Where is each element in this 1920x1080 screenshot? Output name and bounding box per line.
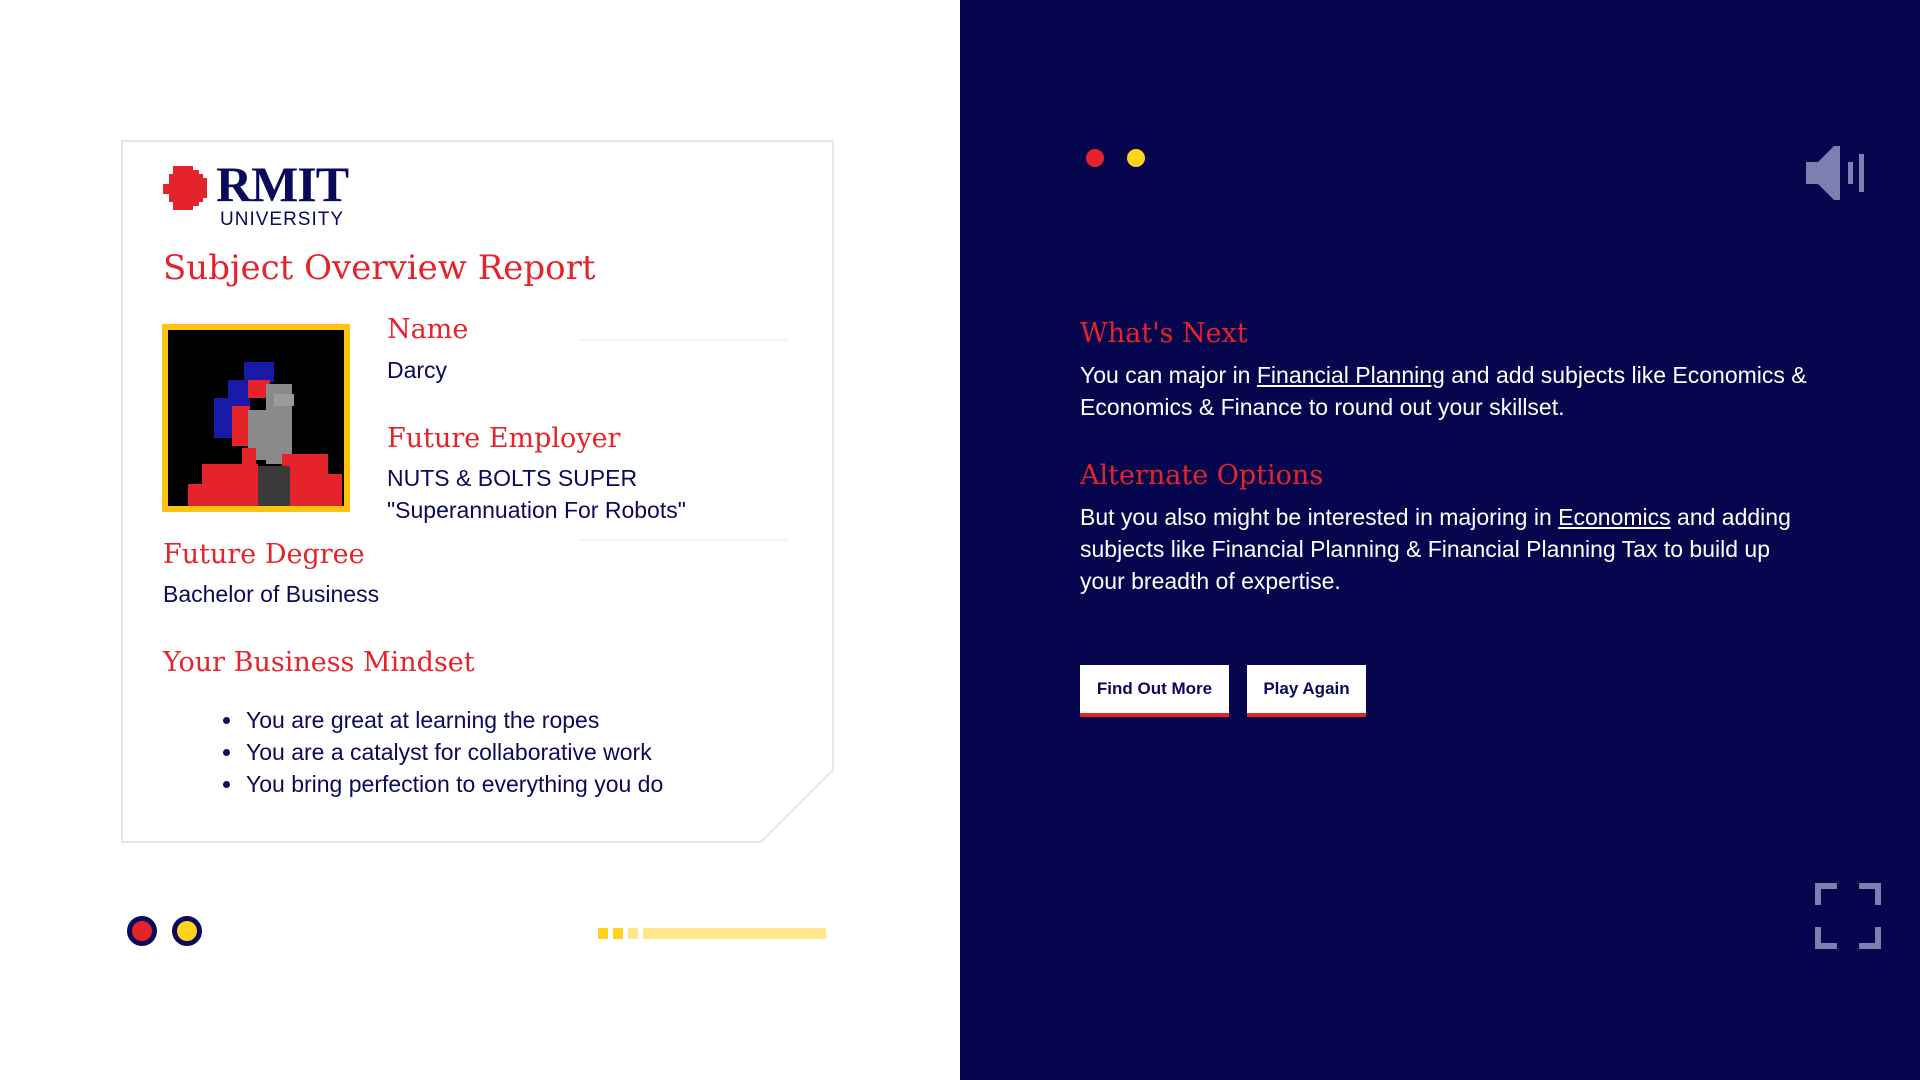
progress-segment bbox=[598, 928, 608, 939]
speaker-icon[interactable] bbox=[1804, 140, 1870, 206]
alternate-options-title: Alternate Options bbox=[1080, 460, 1324, 491]
alternate-options-body bbox=[1080, 501, 1820, 597]
mindset-item: • You are a catalyst for collaborative work bbox=[244, 736, 663, 768]
alternate-text: and adding subjects like Financial Planning & Financial Planning Tax to build up your breadth of expertise. bbox=[1080, 504, 1791, 594]
decorative-dots bbox=[1082, 145, 1149, 171]
whats-next-title: What's Next bbox=[1080, 318, 1248, 349]
economics-link[interactable]: Economics bbox=[1558, 504, 1671, 530]
mindset-list bbox=[216, 704, 663, 800]
whats-next-text: and add subjects like Economics & Economics & Finance to round out your skillset. bbox=[1080, 362, 1807, 420]
whats-next-body bbox=[1080, 359, 1820, 423]
logo-subtitle: UNIVERSITY bbox=[220, 209, 345, 230]
fullscreen-icon[interactable] bbox=[1815, 883, 1881, 949]
progress-segment bbox=[628, 928, 638, 939]
progress-bar bbox=[643, 928, 826, 939]
red-dot-icon bbox=[1082, 145, 1108, 171]
employer-label: Future Employer bbox=[387, 423, 621, 454]
degree-value: Bachelor of Business bbox=[163, 581, 380, 607]
mindset-item: • You are great at learning the ropes bbox=[244, 704, 663, 736]
play-again-button[interactable]: Play Again bbox=[1247, 665, 1366, 717]
employer-name: NUTS & BOLTS SUPER bbox=[387, 465, 638, 491]
logo-wordmark: RMIT bbox=[216, 156, 349, 212]
progress-indicator bbox=[598, 928, 826, 939]
pixel-avatar bbox=[162, 324, 350, 512]
rmit-pixel-mark-icon bbox=[163, 166, 209, 210]
name-label: Name bbox=[387, 314, 469, 345]
financial-planning-link[interactable]: Financial Planning bbox=[1256, 362, 1445, 388]
progress-segment bbox=[613, 928, 623, 939]
degree-label: Future Degree bbox=[163, 539, 365, 570]
report-title: Subject Overview Report bbox=[163, 248, 596, 288]
mindset-label: Your Business Mindset bbox=[163, 647, 475, 678]
red-dot-icon bbox=[127, 916, 157, 946]
find-out-more-button[interactable]: Find Out More bbox=[1080, 665, 1229, 717]
yellow-dot-icon bbox=[1123, 145, 1149, 171]
alternate-text: But you also might be interested in majoring in bbox=[1080, 504, 1559, 530]
yellow-dot-icon bbox=[172, 916, 202, 946]
mindset-item: • You bring perfection to everything you do bbox=[244, 768, 663, 800]
name-value: Darcy bbox=[387, 357, 448, 383]
rmit-logo bbox=[163, 156, 363, 234]
whats-next-text: You can major in bbox=[1080, 362, 1257, 388]
employer-tagline: "Superannuation For Robots" bbox=[387, 497, 686, 523]
decorative-dots bbox=[127, 916, 202, 946]
